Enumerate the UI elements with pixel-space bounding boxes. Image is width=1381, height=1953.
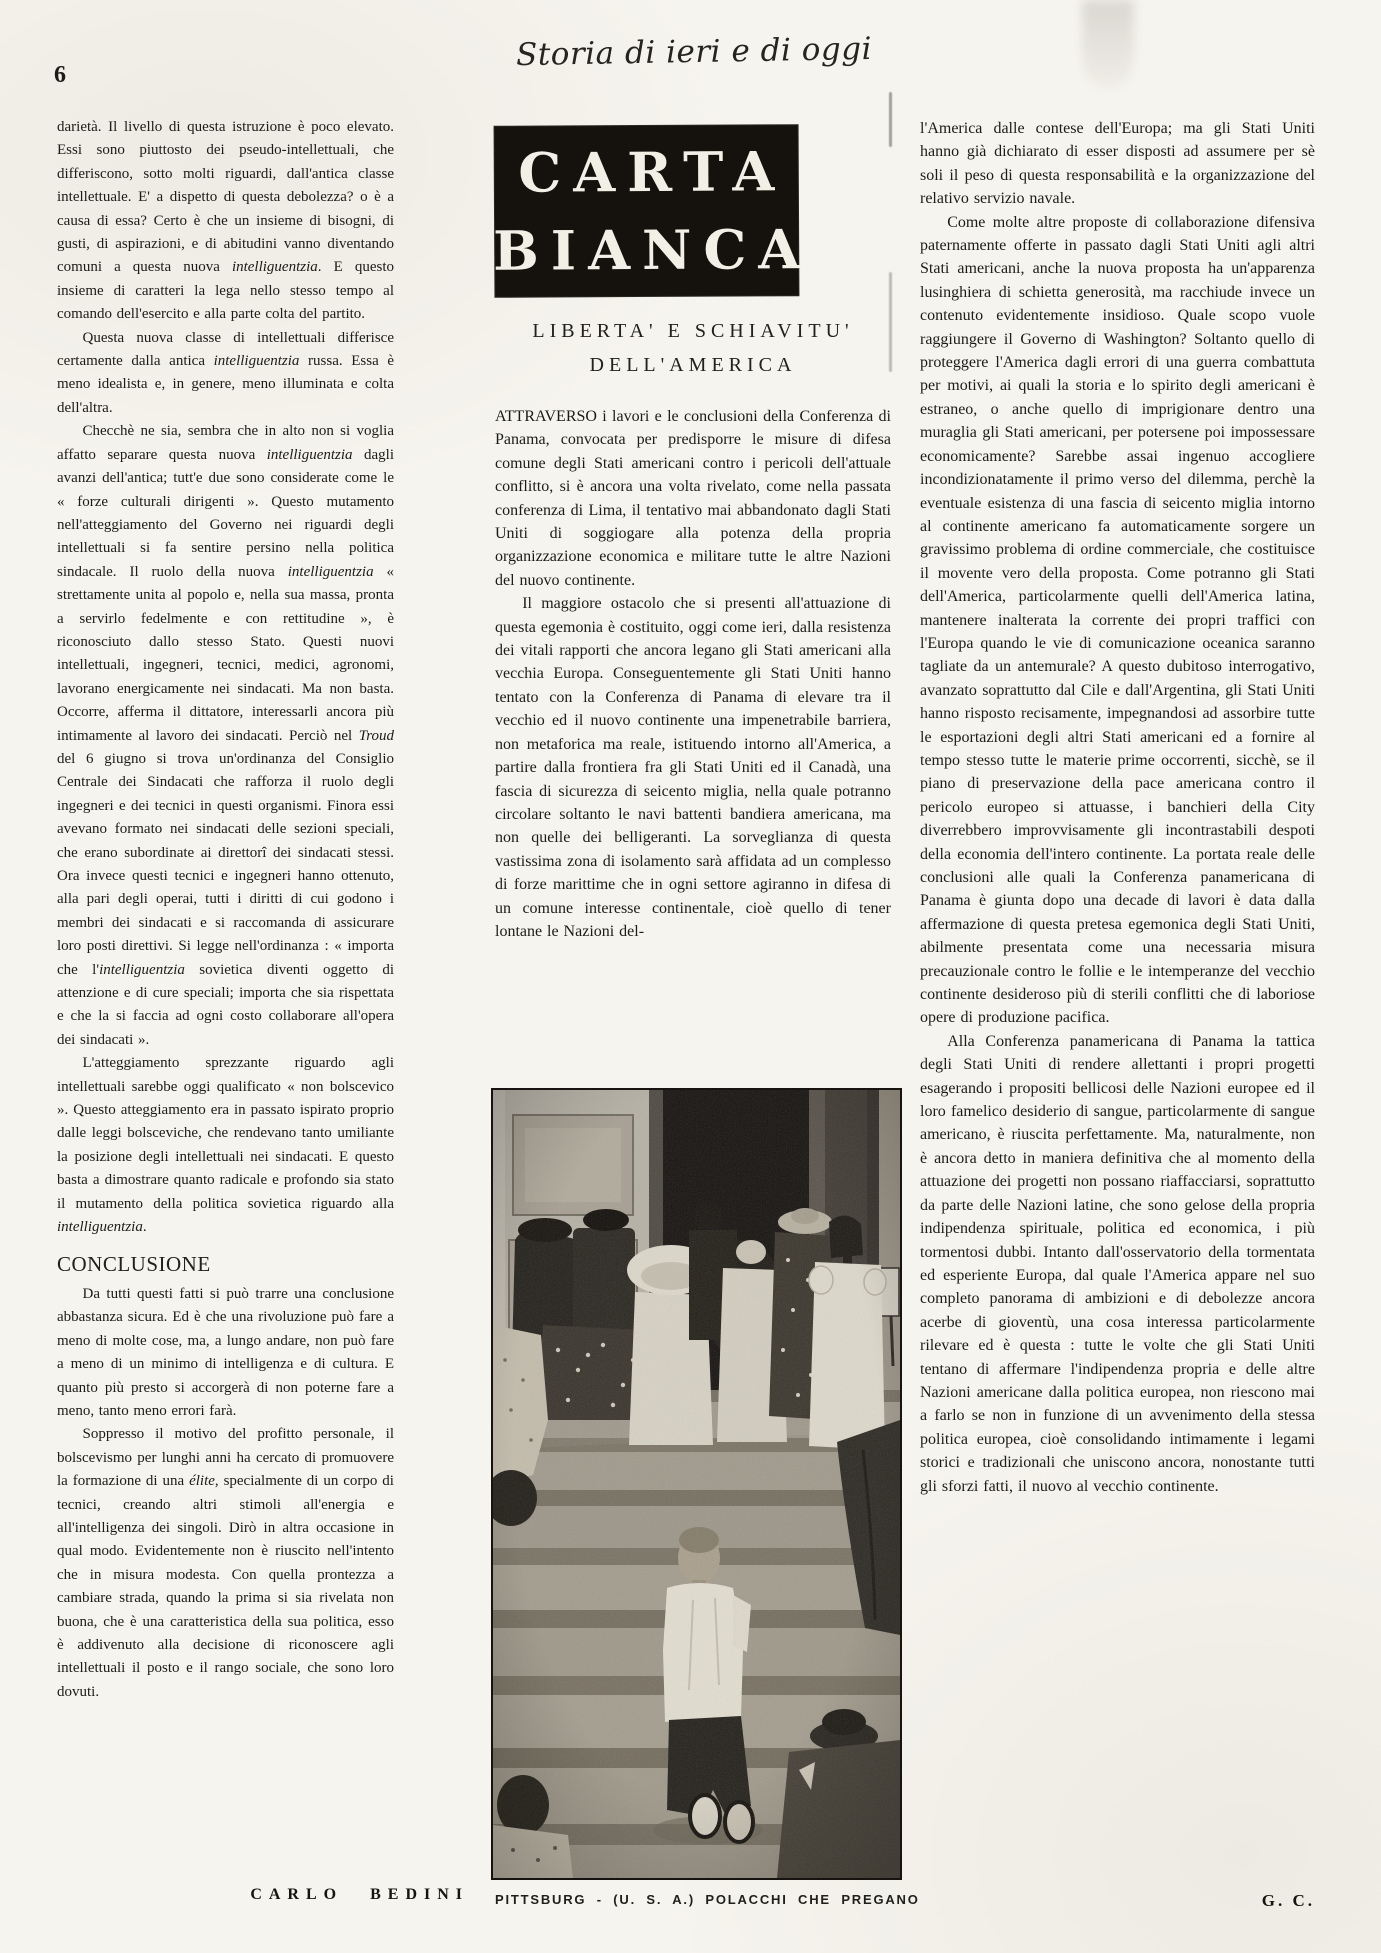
article-title-line1: LIBERTA' E SCHIAVITU' [532,320,854,342]
page-number: 6 [54,62,66,88]
scan-smudge-artifact [1082,0,1134,88]
photo-caption: PITTSBURG - (U. S. A.) POLACCHI CHE PREGANO [495,1892,920,1907]
vignette-overlay [493,1090,900,1878]
paragraph: Soppresso il motivo del profitto personale, il bolscevismo per lunghi anni ha cercato di promuovere la formazione di una élite, specialmente di un corpo di tecnici, creando altri stimoli all'energia e all'intelligenza dei singoli. Dirò in altra occasione in qual modo. Evidentemente non è riuscito nell'intento che in misura modesta. Con quella prontezza a cambiare strada, quando la prima si sia rivelata non buona, che è una caratteristica della sua politica, esso è addivenuto alla decisione di riconoscere agli intellettuali il posto e il rango sociale, che sono loro dovuti. [57,1426,394,1700]
article-title [495,314,891,382]
carta-bianca-masthead [493,125,813,297]
paragraph: L'atteggiamento sprezzante riguardo agli intellettuali sarebbe oggi qualificato « non bolscevico ». Questo atteggiamento era in passato ispirato proprio dalle leggi bolsceviche, che rendevano tanto umiliante la posizione degli intellettuali nei sindacati. E questo basta a dimostrare quanto radicale e profondo sia stato il mutamento della politica sovietica riguardo alla intelliguentzia. [57,1055,394,1236]
paragraph: ATTRAVERSO i lavori e le conclusioni della Conferenza di Panama, convocata per predisporre le misure di difesa comune degli Stati americani contro i pericoli dell'attuale conflitto, si è ancora una volta rivelato, come nella passata conferenza di Lima, il tentativo mai abbandonato dagli Stati Uniti di soggiogare alla potenza della propria organizzazione economica e militare tutte le altre Nazioni del nuovo continente. [495,408,891,589]
section-script-masthead: Storia di ieri e di oggi [515,30,873,74]
photo-polacchi-che-pregano [491,1088,902,1880]
photo-illustration [493,1090,900,1878]
paragraph: Come molte altre proposte di collaborazione difensiva paternamente offerte in passato dagli Stati Uniti agli altri Stati americani, anche la nuova proposta ha un'apparenza lusinghiera di schietta generosità, ma racchiude invece un contenuto evidentemente insidioso. Quale scopo vuole raggiungere il Governo di Washington? Soltanto quello di proteggere l'America dagli errori di una guerra combattuta per motivi, ai quali la storia e lo spirito degli americani è estraneo, o anche quello di imprigionare dentro una muraglia gli Stati americani, per potersene poi impossessare economicamente? Sarebbe assai ingenuo accogliere incondizionatamente il primo verso del dilemma, perchè la eventuale esistenza di una fascia di seicento miglia intorno al continente americano fa automaticamente sorgere un gravissimo problema di ordine commerciale, che costituisce il movente vero della proposta. Come potranno gli Stati dell'America, particolarmente quelli dell'America latina, mantenere inalterata la corrente dei propri traffici con l'Europa quando le vie di comunicazione oceanica saranno tagliate da un antemurale? A questo dubitoso interrogativo, avanzato soprattutto dal Cile e dall'Argentina, gli Stati Uniti hanno risposto recisamente, impegnandosi ad assorbire tutte le esportazioni degli altri Stati americani ed a fornire al tempo stesso tutte le materie prime occorrenti, sicchè, se il piano di preservazione della pace americana contro il pericolo europeo si attuasse, i banchieri della City diverrebbero improvvisamente gli incontrastabili despoti della economia dell'intero continente. La portata reale delle conclusioni alle quali la Conferenza panamericana di Panama è giunta dopo una decade di lavori è data dalla affermazione di questa pretesa egemonica degli Stati Uniti, abilmente presentata come una necessaria misura precauzionale contro le follie e le intemperanze del vecchio continente desideroso più di sterili conflitti che di laboriose opere di produzione pacifica. [920,213,1315,1027]
paragraph: Da tutti questi fatti si può trarre una conclusione abbastanza sicura. Ed è che una rivoluzione può fare a meno di molte cose, ma, a lungo andare, non può fare a meno di un minimo di intelligenza e di cultura. E quanto più presto si accorgerà di non poterne fare a meno, tanto meno errori farà. [57,1285,394,1419]
paragraph: Il maggiore ostacolo che si presenti all'attuazione di questa egemonia è costituito, oggi come ieri, dalla resistenza dei vitali rapporti che ancora legano gli Stati americani alla vecchia Europa. Conseguentemente gli Stati Uniti hanno tentato con la Conferenza di Panama di elevare tra il vecchio ed il nuovo continente una impenetrabile barriera, non metaforica ma reale, istituendo intorno all'America, a partire dalla frontiera fra gli Stati Uniti ed il Canadà, una fascia di sicurezza di seicento miglia, nella quale potranno circolare soltanto le navi battenti bandiera americana, ma non quelle dei belligeranti. La sorveglianza di questa vastissima zona di isolamento sarà affidata ad un complesso di forze marittime che in ogni settore agiranno in difesa di un comune interesse continentale, cioè quello di tener lontane le Nazioni del- [495,595,891,940]
paragraph: Alla Conferenza panamericana di Panama la tattica degli Stati Uniti di rendere allettanti i propri progetti esagerando i propositi bellicosi delle Nazioni europee ed il loro famelico desiderio di sangue, particolarmente di sangue americano, è riuscita perfettamente. Ma, naturalmente, non è ancora detto in maniera definitiva che al momento della attuazione dei progetti non possano riaffacciarsi, soprattutto da parte delle Nazioni latine, che sono gelose della propria indipendenza spirituale, politica ed economica, i più tormentosi dubbi. Intanto dall'osservatorio della tormentata ed esperiente Europa, dal quale l'America appare nel suo completo panorama di ambizioni e di debolezze ancora acerbe di gioventù, una cosa interessa particolarmente rilevare ed è questa : tutte le volte che gli Stati Uniti tentano di affermare l'indipendenza propria e delle altre Nazioni americane dalla politica europea, non riescono mai a farlo se non in funzione di un avvenimento della stessa politica europea, cioè consolidando intimamente i legami storici e tradizionali che uniscono ancora, nonostante tutti gli sforzi fatti, il nuovo al vecchio continente. [920,1032,1315,1495]
paragraph: Checchè ne sia, sembra che in alto non si voglia affatto separare questa nuova intelliguentzia dagli avanzi dell'antica; tutt'e due sono considerate come le « forze culturali dirigenti ». Questo mutamento nell'atteggiamento del Governo nei riguardi degli intellettuali si fa sentire persino nella politica sindacale. Il ruolo della nuova intelliguentzia « strettamente unita al popolo e, nella sua massa, pronta a servirlo fedelmente e con rettitudine », è riconosciuto dallo stesso Stato. Questi nuovi intellettuali, ingegneri, tecnici, medici, agronomi, lavorano energicamente nei sindacati. Ma non basta. Occorre, afferma il dittatore, interessarli ancora più intimamente al lavoro dei sindacati. Perciò nel Troud del 6 giugno si trova un'ordinanza del Consiglio Centrale dei Sindacati che rafforza il ruolo degli ingegneri e dei tecnici in questi organismi. Finora essi avevano formato nei sindacati delle sezioni speciali, che erano subordinate ai direttorî dei sindacati stessi. Ora invece questi tecnici e ingegneri hanno ottenuto, alla pari degli operai, tutti i diritti di cui godono i membri dei sindacati e si raccomanda di assicurare loro posti direttivi. Si legge nell'ordinanza : « importa che l'intelliguentzia sovietica diventi oggetto di attenzione e di cure speciali; importa che sia rispettata e che la si faccia ad ogni costo collaborare all'opera dei sindacati ». [57,423,395,1048]
center-column [495,405,891,943]
gutter-ink-speck [889,92,892,147]
carta-bianca-line1: CARTA [518,139,787,205]
carta-bianca-line2: BIANCA [493,217,813,283]
conclusion-heading: CONCLUSIONE [57,1251,211,1276]
paragraph: Questa nuova classe di intellettuali differisce certamente dalla antica intelliguentzia russa. Essa è meno idealista e, in genere, meno illuminata e colta dell'altra. [57,329,394,416]
paragraph: l'America dalle contese dell'Europa; ma gli Stati Uniti hanno già dichiarato di esser disposti ad assumere per sè soli il peso di questa responsabilità e la organizzazione del relativo servizio navale. [920,120,1315,208]
initials-signature: G. C. [1261,1891,1315,1910]
article-title-line2: DELL'AMERICA [589,354,797,376]
paragraph: darietà. Il livello di questa istruzione è poco elevato. Essi sono piuttosto dei pseudo-intellettuali, che differiscono, sotto molti riguardi, dall'antica classe intellettuale. E' a dispetto di questa debolezza? o è a causa di essa? Certo è che un insieme di bisogni, di gusti, di aspirazioni, e di abitudini vanno diventando comuni a questa nuova intelliguentzia. E questo insieme di caratteri la lega nello stesso tempo al comando dell'esercito e alla parte colta del partito. [57,119,394,323]
right-column [920,117,1315,1498]
author-signature: CARLO BEDINI [250,1886,469,1903]
left-column [57,116,394,1704]
